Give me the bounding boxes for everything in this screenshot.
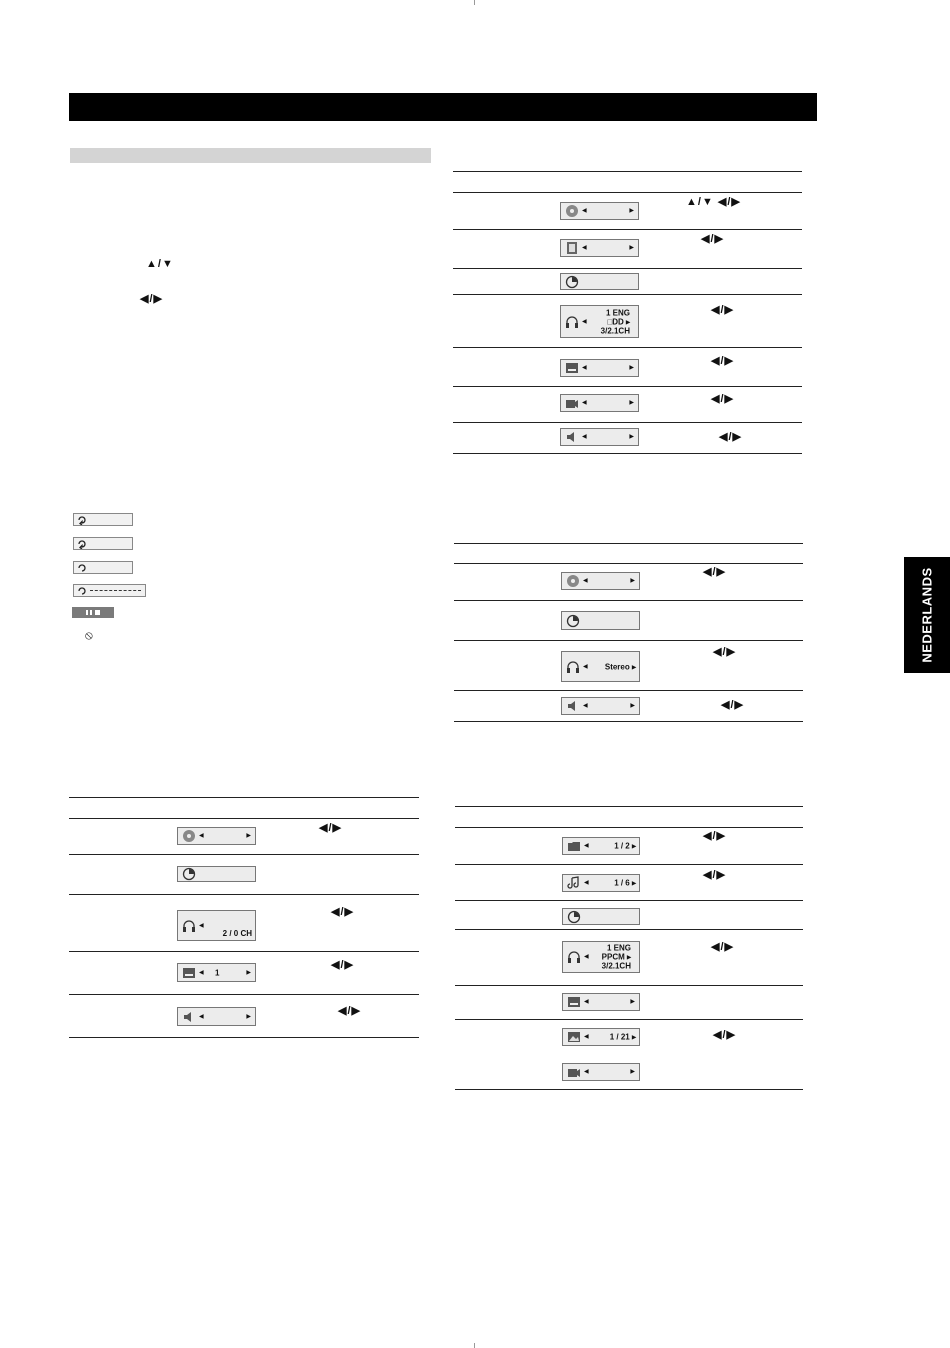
osd-audio-box: ◀ 1 ENG PPCM ▸ 3/2.1CH [562,941,640,973]
clock-icon [567,910,581,924]
section-heading-bar [70,148,431,163]
osd-time-box [560,273,639,290]
language-side-tab [904,557,950,673]
table-rule [455,929,803,930]
osd-folder-box: ◀ 1 / 2 ▸ [562,837,640,855]
table-rule [69,994,419,995]
osd-subtitle-box: ◀ ▶ [560,359,639,377]
row-arrow: ◀/▶ [711,355,734,367]
table-rule [69,951,419,952]
registration-mark-top [474,0,475,5]
row-arrow: ◀/▶ [703,566,726,578]
osd-sound-box: ◀ ▶ [561,697,640,715]
header-bar [69,93,817,121]
table-rule [69,797,419,798]
headphone-icon [565,315,579,329]
repeat-icon [77,586,87,596]
row-arrow: ▲/▼ ◀/▶ [686,196,741,208]
row-arrow: ◀/▶ [711,941,734,953]
osd-audio-value: 1 ENG PPCM ▸ 3/2.1CH [601,943,631,971]
status-box-1 [73,513,133,526]
status-box-3 [73,561,133,574]
osd-sound-box: ◀ ▶ [177,1007,256,1026]
repeat-icon [77,515,87,525]
subtitle-icon [567,995,581,1009]
table-rule [453,229,802,230]
table-rule [453,192,802,193]
headphone-icon [567,950,581,964]
osd-folder-value: 1 / 2 ▸ [614,841,636,851]
row-arrow: ◀/▶ [331,906,354,918]
camera-icon [565,396,579,410]
row-arrow: ◀/▶ [338,1005,361,1017]
row-arrow: ◀/▶ [721,699,744,711]
table-rule [454,690,803,691]
repeat-icon [77,539,87,549]
osd-image-value: 1 / 21 ▸ [609,1032,636,1042]
table-rule [454,600,803,601]
table-rule [455,900,803,901]
table-rule [454,721,803,722]
table-rule [453,422,802,423]
osd-time-box [561,611,640,630]
left-right-arrow-symbol: ◀/▶ [140,293,163,305]
clock-icon [182,867,196,881]
osd-audio-box: ◀ Stereo ▸ [561,651,640,682]
table-rule [455,1019,803,1020]
disc-icon [182,829,196,843]
osd-audio-value: 1 ENG □DD ▸ 3/2.1CH [600,308,630,335]
registration-mark-bottom [474,1343,475,1348]
repeat-icon [77,563,87,573]
table-rule [453,171,802,172]
row-arrow: ◀/▶ [319,822,342,834]
osd-image-box: ◀ 1 / 21 ▸ [562,1028,640,1046]
status-box-2 [73,537,133,550]
disc-icon [565,204,579,218]
osd-audio-value: 2 / 0 CH [222,929,252,938]
table-rule [455,864,803,865]
osd-subtitle-box: ◀ ▶ [562,993,640,1011]
osd-time-box [177,866,256,882]
table-rule [453,453,802,454]
language-tab-label: NEDERLANDS [919,567,935,663]
headphone-icon [182,919,196,933]
clock-icon [565,275,579,289]
osd-track-value: 1 / 6 ▸ [614,878,636,888]
up-down-arrow-symbol: ▲/▼ [146,258,174,270]
osd-audio-box: ◀ 1 ENG □DD ▸ 3/2.1CH [560,305,639,338]
table-rule [69,854,419,855]
row-arrow: ◀/▶ [711,304,734,316]
row-arrow: ◀/▶ [719,431,742,443]
osd-title-box: ◀ ▶ [561,572,640,590]
table-rule [69,1037,419,1038]
row-arrow: ◀/▶ [711,393,734,405]
disc-icon [566,574,580,588]
folder-icon [567,839,581,853]
subtitle-icon [182,966,196,980]
table-rule [453,386,802,387]
table-rule [453,347,802,348]
status-box-ab [73,584,146,597]
prohibited-icon: ⦸ [85,628,93,642]
row-arrow: ◀/▶ [713,646,736,658]
speaker-icon [565,430,579,444]
table-rule [454,640,803,641]
osd-audio-value: Stereo ▸ [604,662,636,671]
table-rule [455,1089,803,1090]
table-rule [455,806,803,807]
speaker-icon [566,699,580,713]
pause-stop-box [72,607,114,618]
table-rule [455,827,803,828]
subtitle-icon [565,361,579,375]
osd-angle-box: ◀ ▶ [560,394,639,412]
table-rule [455,985,803,986]
osd-angle-box: ◀ ▶ [562,1063,640,1081]
row-arrow: ◀/▶ [703,869,726,881]
osd-chapter-box: ◀ ▶ [560,239,639,257]
table-rule [454,563,803,564]
osd-title-box: ◀ ▶ [177,827,256,845]
speaker-icon [182,1010,196,1024]
osd-subtitle-value: 1 [215,968,220,977]
osd-subtitle-box: ◀ ▶ 1 [177,963,256,982]
music-note-icon [567,876,581,890]
row-arrow: ◀/▶ [331,959,354,971]
ab-range-line [90,590,141,591]
camera-icon [567,1065,581,1079]
table-rule [453,268,802,269]
film-strip-icon [565,241,579,255]
row-arrow: ◀/▶ [703,830,726,842]
row-arrow: ◀/▶ [701,233,724,245]
table-rule [69,818,419,819]
row-arrow: ◀/▶ [713,1029,736,1041]
table-rule [453,294,802,295]
table-rule [69,894,419,895]
osd-time-box [562,908,640,925]
osd-title-box: ◀ ▶ [560,202,639,220]
osd-track-box: ◀ 1 / 6 ▸ [562,874,640,892]
headphone-icon [566,660,580,674]
osd-audio-box: ◀ 2 / 0 CH [177,910,256,941]
clock-icon [566,614,580,628]
table-rule [454,543,803,544]
picture-icon [567,1030,581,1044]
osd-sound-box: ◀ ▶ [560,428,639,446]
